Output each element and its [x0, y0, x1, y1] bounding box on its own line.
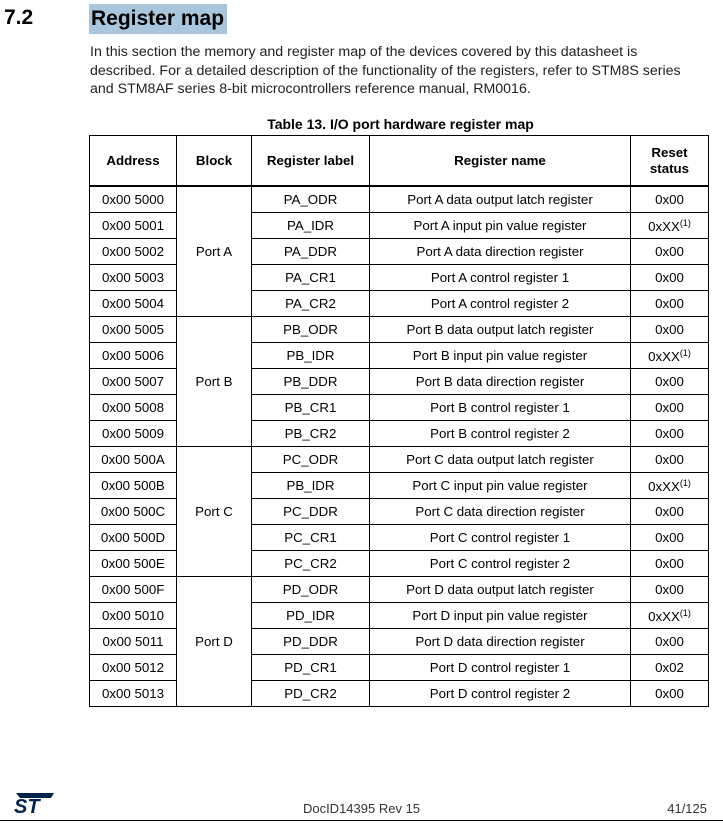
address-cell: 0x00 500D	[90, 525, 177, 551]
table-body	[90, 186, 709, 707]
footnote-ref: (1)	[679, 477, 691, 488]
address-cell: 0x00 5002	[90, 239, 177, 265]
register-label-cell: PC_ODR	[252, 447, 370, 473]
reset-value: 0x00	[655, 686, 684, 701]
register-name-cell: Port A input pin value register	[370, 213, 631, 239]
address-cell: 0x00 500F	[90, 577, 177, 603]
block-cell: Port C	[177, 447, 252, 577]
register-label-cell: PA_CR2	[252, 291, 370, 317]
footnote-ref: (1)	[679, 217, 691, 228]
table-row	[90, 317, 709, 343]
register-label-cell: PB_CR1	[252, 395, 370, 421]
address-cell: 0x00 500C	[90, 499, 177, 525]
register-label-cell: PA_IDR	[252, 213, 370, 239]
register-label-cell: PC_CR2	[252, 551, 370, 577]
address-cell: 0x00 5006	[90, 343, 177, 369]
reset-value: 0x00	[655, 296, 684, 311]
register-label-cell: PB_IDR	[252, 473, 370, 499]
reset-status-cell	[631, 473, 709, 499]
register-label-cell: PC_CR1	[252, 525, 370, 551]
block-cell: Port D	[177, 577, 252, 707]
register-name-cell: Port C data direction register	[370, 499, 631, 525]
reset-status-cell	[631, 499, 709, 525]
reset-value: 0xXX	[648, 348, 680, 364]
reset-value: 0xXX	[648, 608, 680, 624]
block-cell: Port A	[177, 186, 252, 317]
register-name-cell: Port D control register 2	[370, 681, 631, 707]
register-label-cell: PD_CR2	[252, 681, 370, 707]
register-name-cell: Port C control register 1	[370, 525, 631, 551]
register-name-cell: Port B input pin value register	[370, 343, 631, 369]
section-number: 7.2	[4, 6, 34, 29]
register-label-cell: PA_DDR	[252, 239, 370, 265]
header-register-name: Register name	[370, 136, 631, 187]
address-cell: 0x00 500B	[90, 473, 177, 499]
register-label-cell: PB_ODR	[252, 317, 370, 343]
section-title: Register map	[89, 4, 227, 34]
address-cell: 0x00 5013	[90, 681, 177, 707]
register-name-cell: Port C data output latch register	[370, 447, 631, 473]
reset-status-cell	[631, 395, 709, 421]
register-label-cell: PB_IDR	[252, 343, 370, 369]
address-cell: 0x00 5005	[90, 317, 177, 343]
reset-status-cell	[631, 551, 709, 577]
register-label-cell: PC_DDR	[252, 499, 370, 525]
doc-id: DocID14395 Rev 15	[302, 801, 421, 816]
reset-value: 0x00	[655, 322, 684, 337]
address-cell: 0x00 5001	[90, 213, 177, 239]
reset-status-cell	[631, 369, 709, 395]
reset-value: 0x00	[655, 556, 684, 571]
register-label-cell: PA_CR1	[252, 265, 370, 291]
reset-status-cell	[631, 291, 709, 317]
register-label-cell: PD_DDR	[252, 629, 370, 655]
address-cell: 0x00 5004	[90, 291, 177, 317]
address-cell: 0x00 5012	[90, 655, 177, 681]
register-name-cell: Port B control register 2	[370, 421, 631, 447]
header-register-label: Register label	[252, 136, 370, 187]
reset-value: 0x00	[655, 374, 684, 389]
reset-value: 0x00	[655, 400, 684, 415]
address-cell: 0x00 5009	[90, 421, 177, 447]
header-reset-status: Reset status	[631, 136, 709, 187]
table-header-row	[90, 136, 709, 187]
reset-status-cell	[631, 343, 709, 369]
register-name-cell: Port D data direction register	[370, 629, 631, 655]
address-cell: 0x00 5011	[90, 629, 177, 655]
reset-status-cell	[631, 186, 709, 213]
footer-rule	[0, 820, 723, 821]
register-label-cell: PD_IDR	[252, 603, 370, 629]
register-label-cell: PB_DDR	[252, 369, 370, 395]
reset-status-cell	[631, 421, 709, 447]
register-map-table	[89, 135, 709, 707]
reset-value: 0x00	[655, 192, 684, 207]
table-row	[90, 577, 709, 603]
reset-value: 0x00	[655, 634, 684, 649]
register-name-cell: Port C control register 2	[370, 551, 631, 577]
reset-value: 0x00	[655, 452, 684, 467]
register-name-cell: Port D input pin value register	[370, 603, 631, 629]
svg-text:ST: ST	[14, 796, 40, 815]
footnote-ref: (1)	[679, 347, 691, 358]
address-cell: 0x00 5007	[90, 369, 177, 395]
register-name-cell: Port D control register 1	[370, 655, 631, 681]
address-cell: 0x00 5008	[90, 395, 177, 421]
register-name-cell: Port B control register 1	[370, 395, 631, 421]
reset-value: 0x00	[655, 504, 684, 519]
register-name-cell: Port A data output latch register	[370, 186, 631, 213]
table-row	[90, 186, 709, 213]
reset-value: 0xXX	[648, 478, 680, 494]
reset-value: 0x00	[655, 244, 684, 259]
footnote-ref: (1)	[679, 607, 691, 618]
reset-value: 0x00	[655, 426, 684, 441]
reset-value: 0xXX	[648, 218, 680, 234]
reset-status-cell	[631, 681, 709, 707]
table-caption: Table 13. I/O port hardware register map	[267, 116, 534, 132]
register-label-cell: PD_CR1	[252, 655, 370, 681]
address-cell: 0x00 5010	[90, 603, 177, 629]
header-address: Address	[90, 136, 177, 187]
address-cell: 0x00 500A	[90, 447, 177, 473]
reset-status-cell	[631, 655, 709, 681]
address-cell: 0x00 5003	[90, 265, 177, 291]
intro-paragraph: In this section the memory and register map of the devices covered by this datasheet is described. For a detailed description of the functionality of the registers, refer to STM8S series and STM8AF series 8-bit microcontrollers reference manual, RM0016.	[90, 44, 681, 97]
address-cell: 0x00 5000	[90, 186, 177, 213]
reset-status-cell	[631, 525, 709, 551]
reset-status-cell	[631, 239, 709, 265]
register-name-cell: Port A data direction register	[370, 239, 631, 265]
register-name-cell: Port C input pin value register	[370, 473, 631, 499]
register-name-cell: Port A control register 2	[370, 291, 631, 317]
reset-status-cell	[631, 317, 709, 343]
page-number: 41/125	[667, 801, 707, 816]
reset-status-cell	[631, 629, 709, 655]
reset-value: 0x00	[655, 530, 684, 545]
header-block: Block	[177, 136, 252, 187]
reset-value: 0x02	[655, 660, 684, 675]
reset-status-cell	[631, 213, 709, 239]
block-cell: Port B	[177, 317, 252, 447]
reset-value: 0x00	[655, 582, 684, 597]
reset-status-cell	[631, 447, 709, 473]
register-name-cell: Port B data output latch register	[370, 317, 631, 343]
register-name-cell: Port A control register 1	[370, 265, 631, 291]
reset-status-cell	[631, 603, 709, 629]
address-cell: 0x00 500E	[90, 551, 177, 577]
reset-value: 0x00	[655, 270, 684, 285]
reset-status-cell	[631, 577, 709, 603]
register-name-cell: Port D data output latch register	[370, 577, 631, 603]
register-name-cell: Port B data direction register	[370, 369, 631, 395]
table-row	[90, 447, 709, 473]
register-label-cell: PD_ODR	[252, 577, 370, 603]
reset-status-cell	[631, 265, 709, 291]
register-label-cell: PA_ODR	[252, 186, 370, 213]
register-label-cell: PB_CR2	[252, 421, 370, 447]
